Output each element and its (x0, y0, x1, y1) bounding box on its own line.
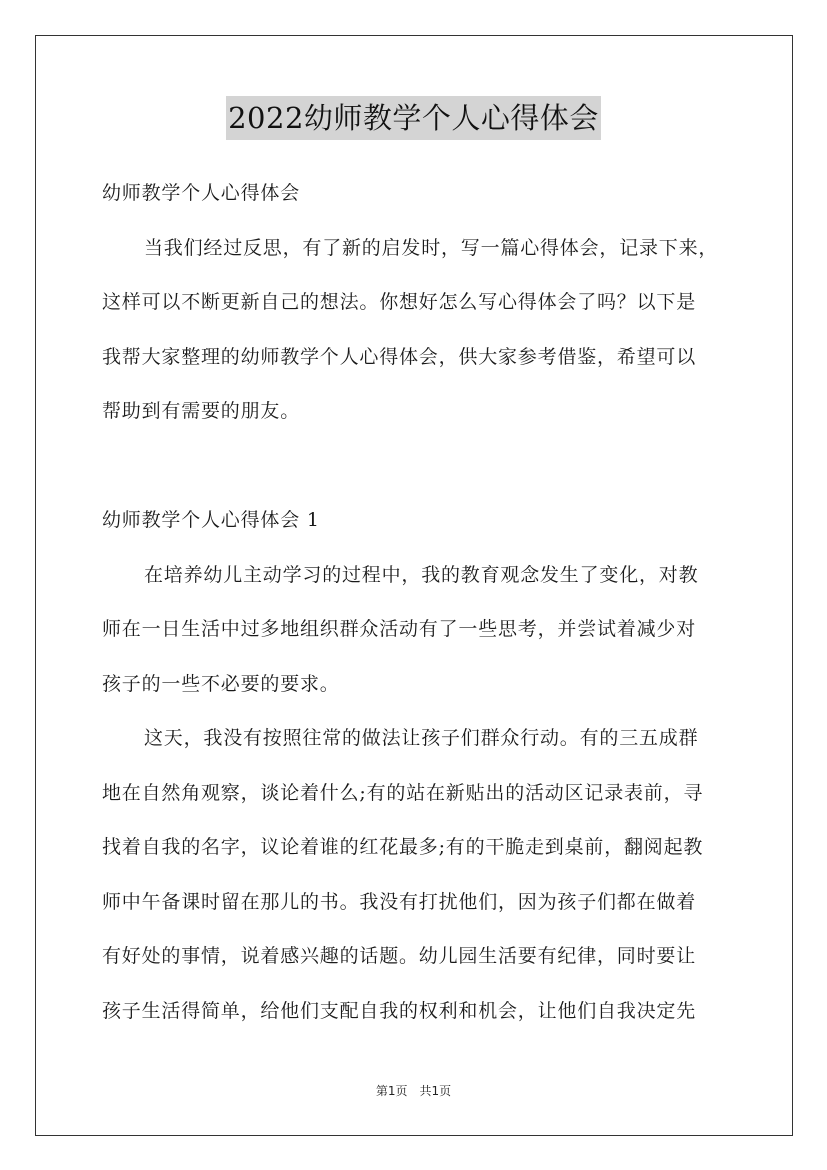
text-line: 有好处的事情，说着感兴趣的话题。幼儿园生活要有纪律，同时要让 (102, 945, 697, 967)
text-line: 幼师教学个人心得体会 1 (102, 509, 320, 531)
text-line: 这样可以不断更新自己的想法。你想好怎么写心得体会了吗？以下是 (102, 291, 697, 313)
text-line: 师中午备课时留在那儿的书。我没有打扰他们，因为孩子们都在做着 (102, 890, 697, 913)
text-line: 找着自我的名字，议论着谁的红花最多;有的干脆走到桌前，翻阅起教 (102, 836, 704, 858)
document-body (102, 166, 738, 1038)
text-line: 孩子的一些不必要的要求。 (102, 672, 340, 695)
text-line: 当我们经过反思，有了新的启发时，写一篇心得体会，记录下来， (144, 236, 719, 259)
text-line: 我帮大家整理的幼师教学个人心得体会，供大家参考借鉴，希望可以 (102, 345, 697, 368)
title-container (0, 96, 827, 140)
text-line: 地在自然角观察，谈论着什么;有的站在新贴出的活动区记录表前，寻 (102, 781, 704, 804)
text-line: 帮助到有需要的朋友。 (102, 400, 301, 422)
text-line: 这天，我没有按照往常的做法让孩子们群众行动。有的三五成群 (144, 727, 699, 749)
text-line: 在培养幼儿主动学习的过程中，我的教育观念发生了变化，对教 (144, 563, 699, 586)
text-line: 幼师教学个人心得体会 (102, 182, 301, 204)
text-line: 师在一日生活中过多地组织群众活动有了一些思考，并尝试着减少对 (102, 618, 697, 640)
page-footer: 第1页 共1页 (375, 1084, 452, 1098)
document-title: 2022幼师教学个人心得体会 (226, 96, 601, 140)
text-line: 孩子生活得简单，给他们支配自我的权利和机会，让他们自我决定先 (102, 999, 697, 1022)
paragraph-gap (102, 439, 738, 494)
